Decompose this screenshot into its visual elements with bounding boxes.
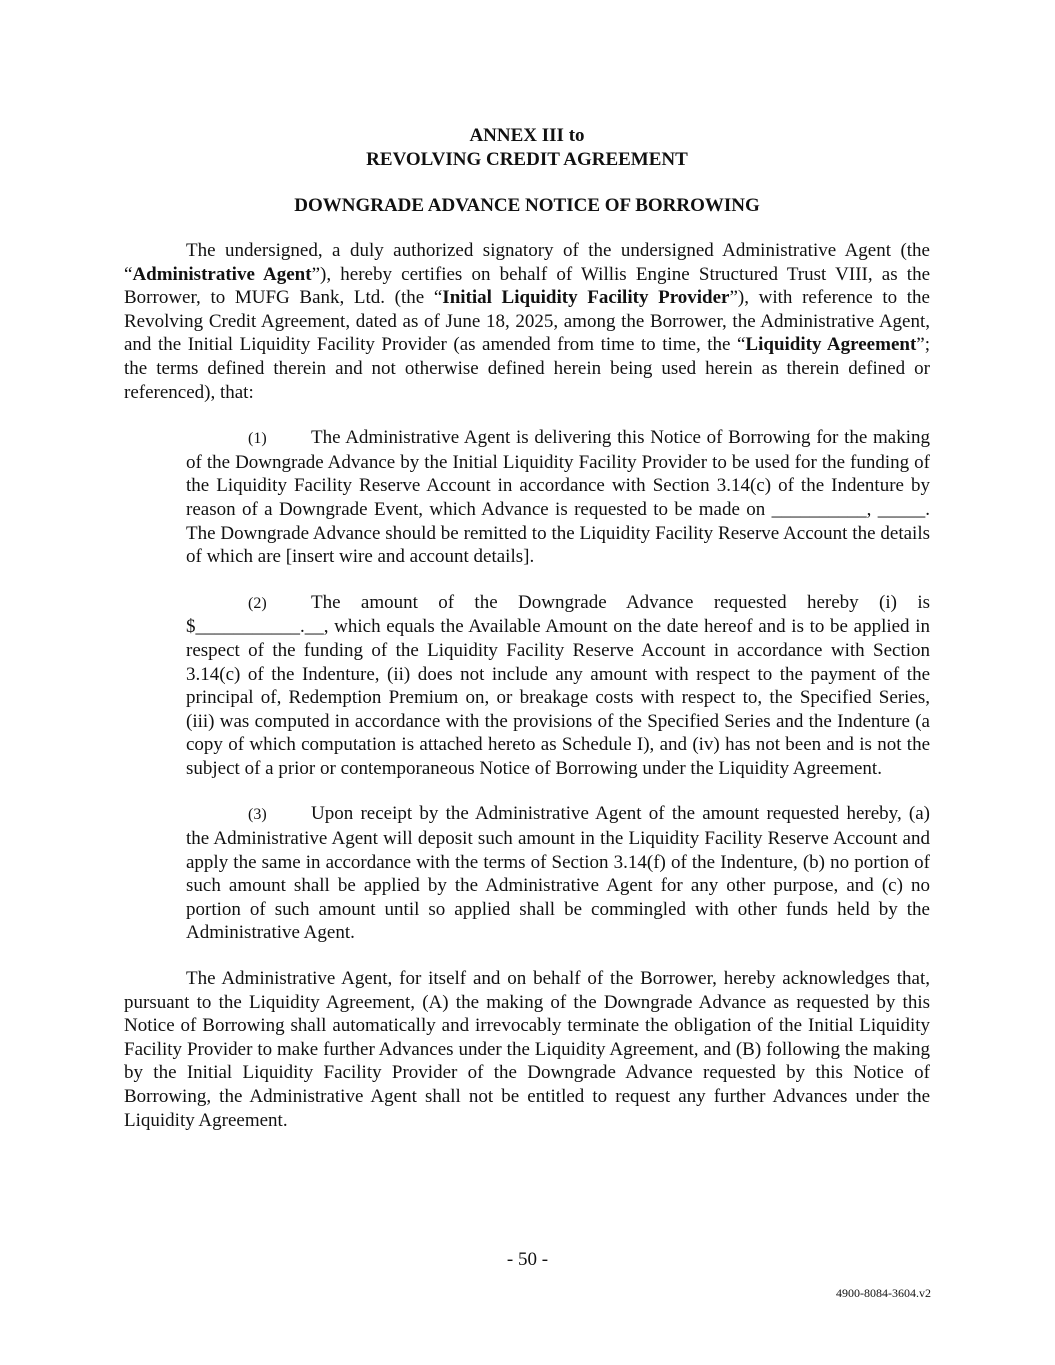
item-text: The Administrative Agent is delivering this Notice of Borrowing for the making of the Downgrade Advance by the Initial Liquidity Facility Provider to be used for the funding of the Liquidity Facility Reserve Account in accordance with Section 3.14(c) of the Indenture by reason of a Downgrade Event, which Advance is requested to be made on __________, _____. The Downgrade Advance should be remitted to the Liquidity Facility Reserve Account the details of which are [insert wire and account details]. [186,427,930,568]
closing-paragraph: The Administrative Agent, for itself and on behalf of the Borrower, hereby acknowledges that, pursuant to the Liquidity Agreement, (A) the making of the Downgrade Advance as requested by this Notice of Borrowing shall automatically and irrevocably terminate the obligation of the Initial Liquidity Facility Provider to make further Advances under the Liquidity Agreement, and (B) following the making by the Initial Liquidity Facility Provider of the Downgrade Advance requested by this Notice of Borrowing, the Administrative Agent shall not be entitled to request any further Advances under the Liquidity Agreement. [124,968,930,1131]
document-page [124,124,930,1132]
annex-heading [124,124,930,172]
numbered-item-1 [186,426,930,569]
term-administrative-agent: Administrative Agent [132,263,312,285]
document-id: 4900-8084-3604.v2 [836,1286,931,1300]
item-number: (2) [248,594,267,612]
document-title: DOWNGRADE ADVANCE NOTICE OF BORROWING [294,195,760,216]
page-number: - 50 - [506,1249,549,1270]
item-text: Upon receipt by the Administrative Agent of the amount requested hereby, (a) the Administrative Agent will deposit such amount in the Liquidity Facility Reserve Account and apply the same in accordance with the terms of Section 3.14(f) of the Indenture, (b) no portion of such amount shall be applied by the Administrative Agent for any other purpose, and (c) no portion of such amount until so applied shall be commingled with other funds held by the Administrative Agent. [186,803,930,944]
intro-text-2: ”), hereby certifies on behalf of Willis Engine Structured Trust VIII, as the Borrower, to MUFG Bank, Ltd. (the “ [124,263,931,309]
intro-paragraph [124,239,930,404]
item-text: The amount of the Downgrade Advance requested hereby (i) is $___________.__, which equals the Available Amount on the date hereof and is to be applied in respect of the funding of the Liquidity Facility Reserve Account in accordance with Section 3.14(c) of the Indenture, (ii) does not include any amount with respect to the payment of the principal of, Redemption Premium on, or breakage costs with respect to, the Specified Series, (iii) was computed in accordance with the provisions of the Specified Series and the Indenture (a copy of which computation is attached hereto as Schedule I), and (iv) has not been and is not the subject of a prior or contemporaneous Notice of Borrowing under the Liquidity Agreement. [186,591,930,779]
annex-line: ANNEX III to [469,125,585,146]
term-initial-liquidity-facility-provider: Initial Liquidity Facility Provider [442,287,730,309]
intro-text-3: ”), with reference to the Revolving Credit Agreement, dated as of June 18, 2025, among the Borrower, the Administrative Agent, and the Initial Liquidity Facility Provider (as amended from time to time, the “ [124,287,930,356]
intro-text-4: ”; the terms defined therein and not otherwise defined herein being used herein as therein defined or referenced), that: [124,334,930,403]
numbered-item-3 [186,802,930,945]
intro-text-1: The undersigned, a duly authorized signatory of the undersigned Administrative Agent (the “ [124,240,930,285]
term-liquidity-agreement: Liquidity Agreement [745,334,917,356]
item-number: (1) [248,430,267,448]
numbered-item-2 [186,591,930,781]
agreement-line: REVOLVING CREDIT AGREEMENT [366,149,688,170]
item-number: (3) [248,806,267,824]
